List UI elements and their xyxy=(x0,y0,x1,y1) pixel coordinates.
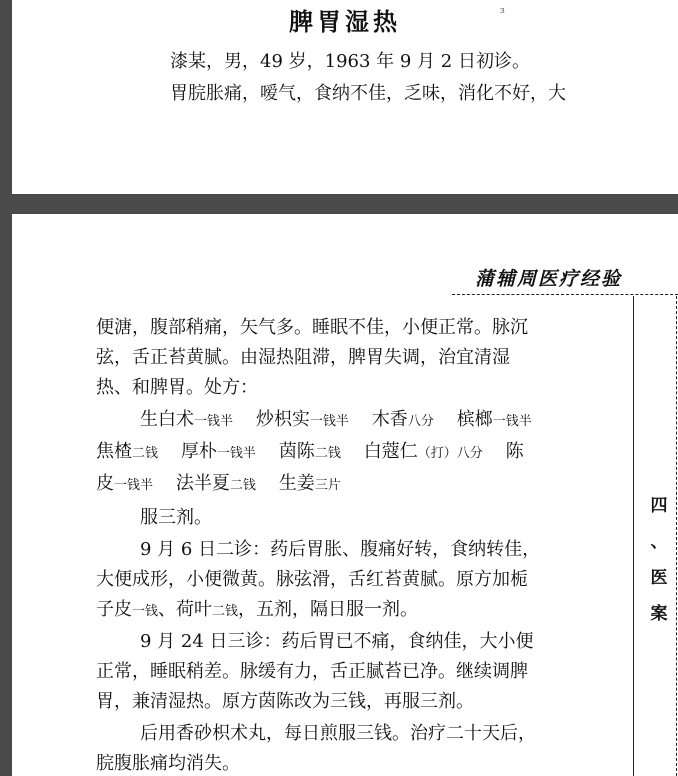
herb-dose: 二钱 xyxy=(229,478,256,493)
herb-dose: 一钱半 xyxy=(216,446,256,461)
top-page xyxy=(12,0,678,194)
text-line: 便溏，腹部稍痛，矢气多。睡眠不佳，小便正常。脉沉 xyxy=(96,317,528,338)
margin-dashed-rule xyxy=(676,296,677,776)
herb-dose: 八分 xyxy=(407,414,434,429)
herb-dose: 一钱 xyxy=(132,604,159,619)
herb-name: 白蔻仁 xyxy=(363,441,418,462)
text-line: 后用香砂枳术丸，每日煎服三钱。治疗二十天后， xyxy=(140,723,536,744)
herb-dose: 三片 xyxy=(314,478,341,493)
herb-name: 、荷叶 xyxy=(158,599,213,620)
herb-name: 厚朴 xyxy=(180,441,217,462)
herb-name: 子皮 xyxy=(96,599,132,620)
margin-rule xyxy=(633,296,634,776)
case-intro-line: 漆某，男，49 岁，1963 年 9 月 2 日初诊。 xyxy=(170,51,530,72)
herb-dose: 二钱 xyxy=(212,604,239,619)
text-line: 正常，睡眠稍差。脉缓有力，舌正腻苔已净。继续调脾 xyxy=(96,661,528,682)
herb-note: （打） xyxy=(417,446,457,461)
text-line: 胃，兼清湿热。原方茵陈改为三钱，再服三剂。 xyxy=(96,691,474,712)
header-dashed-rule xyxy=(452,294,678,295)
herb-name: 木香 xyxy=(371,409,408,430)
herb-dose: 一钱半 xyxy=(194,414,234,429)
herb-dose: 一钱半 xyxy=(114,478,154,493)
herb-name: 生姜 xyxy=(278,473,315,494)
herb-name: 法半夏 xyxy=(175,473,230,494)
herb-name: 皮 xyxy=(96,473,114,494)
running-head: 蒲辅周医疗经验 xyxy=(474,268,622,290)
text-line: 大便成形，小便微黄。脉弦滑，舌红苔黄腻。原方加栀 xyxy=(96,569,528,590)
herb-dose: 二钱 xyxy=(314,446,341,461)
herb-name: 陈 xyxy=(505,441,524,462)
text-line: 9 月 6 日二诊：药后胃胀、腹痛好转，食纳转佳， xyxy=(140,539,541,560)
herb-name: 焦楂 xyxy=(96,441,132,462)
text-line: 弦，舌正苔黄腻。由湿热阻滞，脾胃失调，治宜清湿 xyxy=(96,347,510,368)
text-fragment: ，五剂，隔日服一剂。 xyxy=(238,599,419,620)
bottom-page xyxy=(12,214,678,776)
chapter-side-tab: 四 、 医 案 xyxy=(650,496,668,624)
text-line: 服三剂。 xyxy=(140,507,212,528)
prescription-line xyxy=(96,472,341,498)
scan-speck: ɜ xyxy=(500,6,505,16)
prescription-line xyxy=(140,408,532,434)
symptom-line: 胃脘胀痛，嗳气，食纳不佳，乏味，消化不好，大 xyxy=(170,83,566,104)
herb-name: 炒枳实 xyxy=(255,409,310,430)
herb-name: 茵陈 xyxy=(278,441,315,462)
section-title: 脾胃湿热 xyxy=(289,8,401,36)
herb-dose: 二钱 xyxy=(132,446,159,461)
herb-dose: 一钱半 xyxy=(309,414,349,429)
text-line xyxy=(96,598,418,624)
text-line: 脘腹胀痛均消失。 xyxy=(96,753,240,774)
herb-name: 生白术 xyxy=(140,409,194,430)
herb-dose: 八分 xyxy=(456,446,483,461)
herb-dose: 一钱半 xyxy=(492,414,532,429)
herb-name: 槟榔 xyxy=(456,409,493,430)
text-line: 热、和脾胃。处方： xyxy=(96,377,258,398)
text-line: 9 月 24 日三诊：药后胃已不痛，食纳佳，大小便 xyxy=(140,631,534,652)
prescription-line xyxy=(96,440,524,466)
